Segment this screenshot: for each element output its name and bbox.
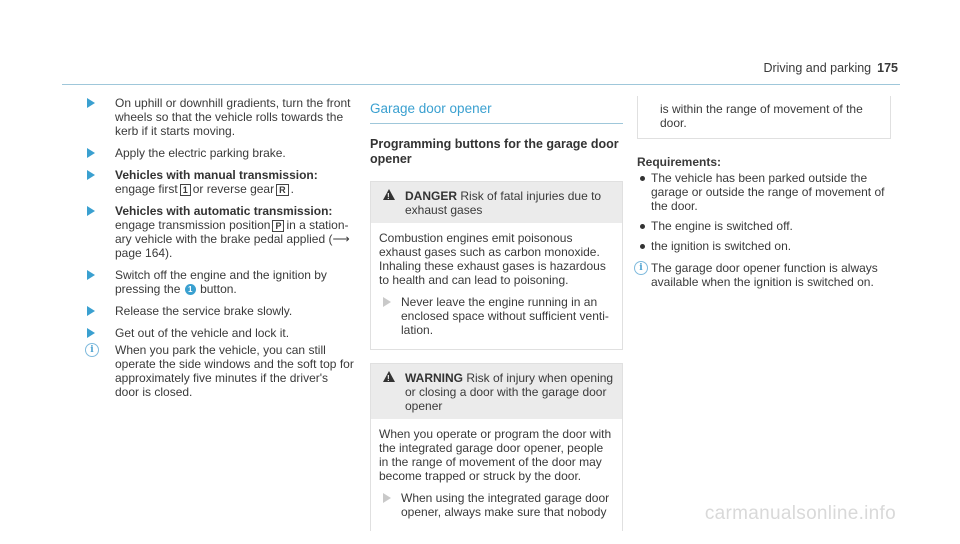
left-column (85, 96, 355, 407)
warning-body-continued: is within the range of movement of the door. (660, 102, 863, 130)
step-arrow-icon (87, 206, 95, 216)
info-note: i The garage door opener function is always available when the ignition is switched on. (637, 261, 891, 289)
right-column (637, 96, 891, 297)
step-arrow-icon (87, 328, 95, 338)
requirements-label: Requirements: (637, 155, 722, 169)
danger-header: ! DANGER Risk of fatal injuries due to exhaust gases (371, 182, 622, 223)
reverse-key-icon: R (276, 184, 289, 196)
list-item: the ignition is switched on. (637, 239, 891, 253)
step-arrow-icon (87, 148, 95, 158)
section-title: Garage door opener (370, 102, 623, 124)
step-item-manual: Vehicles with manual transmission: engage first 1 or reverse gear R . (85, 168, 355, 196)
warning-box (370, 363, 623, 531)
step-item: Release the service brake slowly. (85, 304, 355, 318)
step-arrow-icon (87, 98, 95, 108)
step-item: On uphill or downhill gradients, turn the front wheels so that the vehicle rolls towards the kerb if it starts moving. (85, 96, 355, 138)
step-item: When using the integrated garage door opener, always make sure that nobody (379, 491, 614, 519)
step-item-automatic: Vehicles with automatic transmission: engage transmission position P in a station-ary vehicle with the brake pedal applied (⟶ page 164). (85, 204, 355, 260)
section-name: Driving and parking (763, 61, 872, 75)
page-number: 175 (877, 61, 898, 75)
middle-column (370, 102, 623, 544)
warning-box-continued (637, 96, 891, 139)
info-note: i When you park the vehicle, you can still operate the side windows and the soft top for approximately five minutes if the driver's door is closed. (85, 343, 355, 399)
list-item: The vehicle has been parked outside the garage or outside the range of movement of the door. (637, 171, 891, 213)
warning-triangle-icon (383, 189, 395, 200)
callout-number-icon: 1 (185, 284, 196, 295)
watermark: carmanualsonline.info (704, 503, 896, 524)
list-item: The engine is switched off. (637, 219, 891, 233)
gear-key-icon: 1 (180, 184, 191, 196)
danger-body: Combustion engines emit poisonous exhaust gases such as carbon monoxide. Inhaling these exhaust gases is hazardous to health and can lead to poisoning. Never leave the engine running in an enclosed space without sufficient venti-lation. (371, 223, 622, 349)
step-arrow-icon (383, 297, 391, 307)
step-arrow-icon (87, 270, 95, 280)
header-rule (62, 84, 900, 85)
park-key-icon: P (272, 220, 284, 232)
warning-header: ! WARNING Risk of injury when opening or closing a door with the garage door opener (371, 364, 622, 419)
warning-body: When you operate or program the door with the integrated garage door opener, people in the range of movement of the door may become trapped or struck by the door. When using the integrated garage door opener, always make sure that nobody (371, 419, 622, 531)
info-icon: i (634, 261, 648, 275)
requirements-list (637, 171, 891, 253)
step-item: Never leave the engine running in an enclosed space without sufficient venti-lation. (379, 295, 614, 337)
danger-box (370, 181, 623, 350)
step-item: Switch off the engine and the ignition by pressing the 1 button. (85, 268, 355, 296)
step-arrow-icon (87, 306, 95, 316)
warning-triangle-icon (383, 371, 395, 382)
subsection-title: Programming buttons for the garage door opener (370, 137, 619, 166)
page-header (763, 61, 898, 75)
step-arrow-icon (383, 493, 391, 503)
page-reference-link[interactable]: page 164). (115, 246, 173, 260)
step-arrow-icon (87, 170, 95, 180)
info-icon: i (85, 343, 99, 357)
step-item: Apply the electric parking brake. (85, 146, 355, 160)
page-reference-arrow-icon: ⟶ (332, 232, 350, 246)
step-item: Get out of the vehicle and lock it. (85, 326, 355, 340)
